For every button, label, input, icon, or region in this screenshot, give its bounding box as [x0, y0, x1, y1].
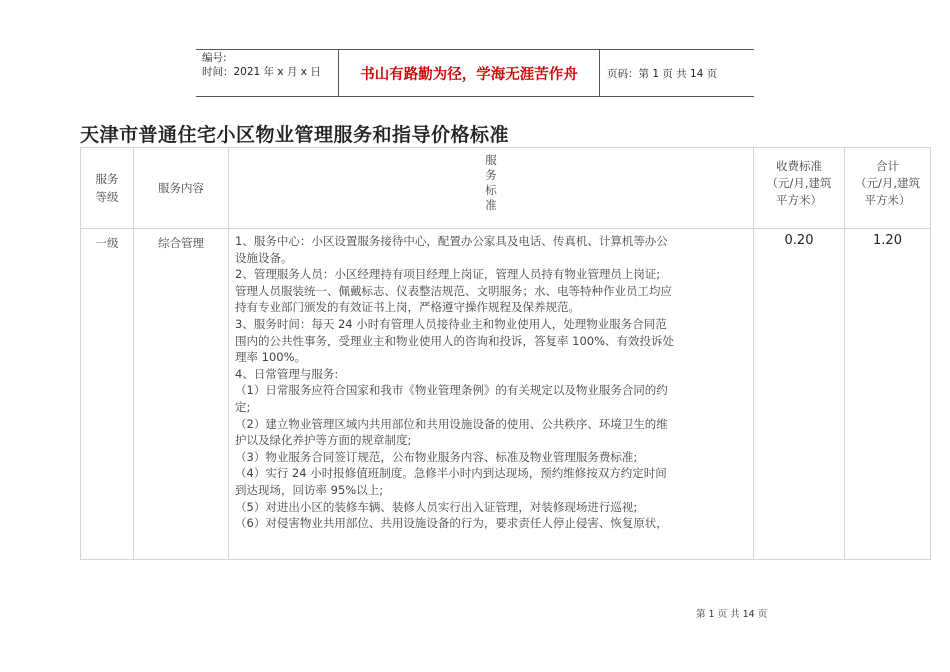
standard-line: 管理人员服装统一、佩戴标志、仪表整洁规范、文明服务；水、电等特种作业员工均应 [235, 283, 672, 298]
header-standard-char: 服 [485, 153, 497, 167]
header-fee-line3: 平方米） [776, 193, 822, 207]
standard-line: 围内的公共性事务，受理业主和物业使用人的咨询和投诉，答复率 100%、有效投诉处 [235, 333, 675, 348]
header-level-line2: 等级 [95, 190, 119, 204]
header-meta [196, 50, 338, 96]
page-footer: 第 1 页 共 14 页 [696, 609, 768, 620]
header-service-content: 服务内容 [134, 148, 229, 229]
cell-service-content: 综合管理 [134, 229, 229, 560]
standard-line: 2、管理服务人员：小区经理持有项目经理上岗证，管理人员持有物业管理员上岗证; [235, 267, 661, 282]
cell-total: 1.20 [845, 229, 931, 560]
standard-line: 护以及绿化养护等方面的规章制度; [235, 433, 412, 448]
standard-line: 1、服务中心：小区设置服务接待中心，配置办公家具及电话、传真机、计算机等办公 [235, 234, 668, 248]
header-service-level [81, 148, 134, 229]
header-total-line2: （元/月,建筑 [854, 176, 921, 190]
standard-line: 设施设备。 [235, 250, 293, 265]
standard-line: 到达现场，回访率 95%以上; [235, 482, 384, 497]
standard-line: （6）对侵害物业共用部位、共用设施设备的行为，要求责任人停止侵害、恢复原状， [235, 516, 668, 531]
document-title: 天津市普通住宅小区物业管理服务和指导价格标准 [80, 124, 510, 146]
standard-line: 持有专业部门颁发的有效证书上岗，严格遵守操作规程及保养规范。 [235, 300, 580, 315]
time-label: 时间：2021 年 x 月 x 日 [202, 66, 321, 78]
header-fee-standard [754, 148, 845, 229]
header-standard-char: 标 [485, 183, 497, 197]
header-service-standard [229, 148, 754, 229]
standard-line: （1）日常服务应符合国家和我市《物业管理条例》的有关规定以及物业服务合同的约 [235, 383, 668, 398]
standard-line: 定; [235, 399, 251, 414]
standard-line: 理率 100%。 [235, 350, 307, 365]
header-fee-line1: 收费标准 [776, 159, 822, 173]
cell-service-standard [229, 229, 754, 560]
standard-line: （2）建立物业管理区域内共用部位和共用设施设备的使用、公共秩序、环境卫生的维 [235, 416, 668, 431]
header-motto: 书山有路勤为径，学海无涯苦作舟 [338, 50, 600, 96]
header-total-line1: 合计 [876, 159, 899, 173]
header-standard-char: 务 [485, 168, 497, 182]
number-label: 编号: [202, 52, 227, 64]
standard-line: 4、日常管理与服务: [235, 366, 339, 381]
header-total [845, 148, 931, 229]
table-row [81, 229, 931, 560]
header-level-line1: 服务 [95, 172, 119, 186]
standard-line: （4）实行 24 小时报修值班制度。急修半小时内到达现场，预约维修按双方约定时间 [235, 466, 667, 481]
header-fee-line2: （元/月,建筑 [766, 176, 832, 190]
standards-table [80, 147, 931, 560]
header-total-line3: 平方米） [864, 193, 911, 207]
cell-fee: 0.20 [754, 229, 845, 560]
standard-line: 3、服务时间：每天 24 小时有管理人员接待业主和物业使用人，处理物业服务合同范 [235, 316, 667, 331]
header-standard-char: 准 [485, 198, 497, 212]
page-indicator: 页码：第 1 页 共 14 页 [607, 67, 718, 80]
page-header [196, 49, 754, 97]
standard-line: （3）物业服务合同签订规范，公布物业服务内容、标准及物业管理服务费标准; [235, 449, 638, 464]
standard-line: （5）对进出小区的装修车辆、装修人员实行出入证管理，对装修现场进行巡视; [235, 499, 638, 514]
table-header-row [81, 148, 931, 229]
cell-service-level: 一级 [81, 229, 134, 560]
